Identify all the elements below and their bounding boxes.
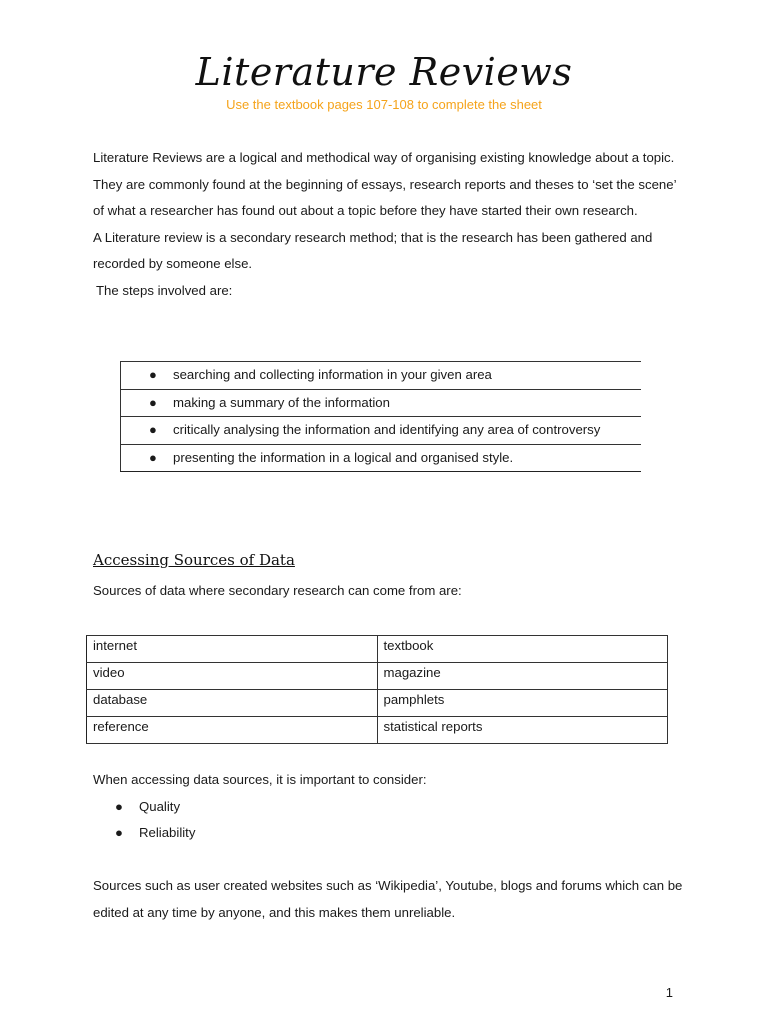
unreliable-paragraph <box>93 873 683 926</box>
table-row <box>121 444 642 472</box>
bullet-icon: ● <box>115 825 123 841</box>
steps-table <box>120 361 641 472</box>
step-text: presenting the information in a logical and organised style. <box>173 449 514 465</box>
table-cell <box>121 389 642 417</box>
table-cell: statistical reports <box>377 717 668 744</box>
table-row <box>87 663 668 690</box>
bullet-icon: ● <box>149 449 157 465</box>
consider-section <box>93 767 683 847</box>
intro-paragraph-1: Literature Reviews are a logical and methodical way of organising existing knowledge about a topic. They are commonly found at the beginning of essays, research reports and theses to ‘set the scene’ of what a researcher has found out about a topic before they have started their own research. <box>93 150 677 219</box>
table-cell <box>121 417 642 445</box>
list-item-text: Reliability <box>139 825 196 841</box>
step-text: searching and collecting information in your given area <box>173 367 492 382</box>
table-cell <box>121 444 642 472</box>
step-text: making a summary of the information <box>173 394 390 410</box>
sources-intro <box>93 578 683 605</box>
list-item <box>93 820 683 847</box>
list-item-text: Quality <box>139 798 181 814</box>
sources-heading: Accessing Sources of Data <box>93 551 295 569</box>
bullet-icon: ● <box>115 798 123 814</box>
table-cell: video <box>87 663 378 690</box>
intro-paragraph-2: A Literature review is a secondary research method; that is the research has been gathered and recorded by someone else. <box>93 229 653 272</box>
page-title: Literature Reviews <box>195 50 573 94</box>
table-cell: magazine <box>377 663 668 690</box>
intro-section <box>93 145 683 305</box>
table-row <box>87 636 668 663</box>
table-cell: reference <box>87 717 378 744</box>
table-cell: textbook <box>377 636 668 663</box>
list-item <box>93 794 683 821</box>
table-row <box>121 417 642 445</box>
table-row <box>87 690 668 717</box>
page-number: 1 <box>665 985 673 1000</box>
bullet-icon: ● <box>149 394 157 410</box>
consider-intro: When accessing data sources, it is important to consider: <box>93 772 427 787</box>
table-row <box>121 362 642 390</box>
unreliable-text: Sources such as user created websites such as ‘Wikipedia’, Youtube, blogs and forums which can be edited at any time by anyone, and this makes them unreliable. <box>93 878 683 920</box>
steps-label: The steps involved are: <box>96 282 233 298</box>
bullet-icon: ● <box>149 422 157 437</box>
step-text: critically analysing the information and identifying any area of controversy <box>173 422 601 437</box>
table-cell: pamphlets <box>377 690 668 717</box>
table-row <box>121 389 642 417</box>
table-row <box>87 717 668 744</box>
table-cell: database <box>87 690 378 717</box>
sources-table <box>86 635 668 744</box>
page-subtitle: Use the textbook pages 107-108 to complete the sheet <box>226 97 542 112</box>
table-cell: internet <box>87 636 378 663</box>
sources-intro-text: Sources of data where secondary research can come from are: <box>93 583 462 598</box>
consider-list <box>93 794 683 847</box>
bullet-icon: ● <box>149 367 157 382</box>
table-cell <box>121 362 642 390</box>
